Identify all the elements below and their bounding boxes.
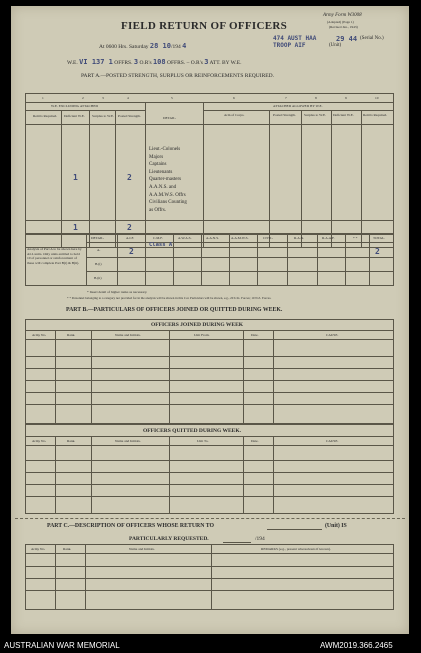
we-excluding-header: W.E. EXCLUDING ATTACHED xyxy=(51,104,99,108)
joined-head-unit: Unit From. xyxy=(194,333,210,337)
part-c-unit-label: (Unit) IS xyxy=(325,523,347,529)
joined-title: OFFICERS JOINED DURING WEEK xyxy=(151,322,244,328)
aif-class-handwritten: Class A xyxy=(149,242,173,248)
form-title: FIELD RETURN OF OFFICERS xyxy=(121,20,288,32)
col-head-deficient: Deficient W.E. xyxy=(64,114,85,118)
col-head-arm: Arm of Corps. xyxy=(224,113,245,117)
col2-handwritten: 1 xyxy=(73,173,78,182)
joined-head-cause: CAUSE. xyxy=(326,333,339,337)
col-number-7: 7 xyxy=(285,96,287,100)
part-a-heading: PART A.—POSTED STRENGTH, SURPLUS OR REINFORCEMENTS REQUIRED. xyxy=(81,73,274,79)
joined-head-name: Name and Initials. xyxy=(115,333,141,337)
quitted-head-date: Date. xyxy=(251,439,259,443)
detail-item: as Offrs. xyxy=(149,207,167,213)
at-label: At xyxy=(99,44,105,50)
analysis-head-total: TOTAL. xyxy=(373,236,386,240)
hours-value: 0600 xyxy=(105,44,117,50)
analysis-head-awas: A.W.A.S. xyxy=(178,236,192,240)
we-line xyxy=(67,58,241,66)
quitted-head-unit: Unit To. xyxy=(197,439,209,443)
col-number-4: 4 xyxy=(127,96,129,100)
col-head-detail: DETAIL. xyxy=(163,116,177,120)
total-value-handwritten: 2 xyxy=(375,247,380,256)
col-number-8: 8 xyxy=(315,96,317,100)
col-number-1: 1 xyxy=(42,96,44,100)
analysis-row-bi: B.(i) xyxy=(95,262,102,266)
we-label: W.E. xyxy=(67,60,78,66)
quitted-head-cause: CAUSE. xyxy=(326,439,339,443)
unit-handwritten-1: 474 AUST HAA xyxy=(273,35,317,42)
we-handwritten: VI 137 1 xyxy=(79,58,113,66)
quitted-head-name: Name and Initials. xyxy=(115,439,141,443)
detail-item: Lieut.-Colonels xyxy=(149,147,181,152)
offrs2-label: OFFRS. xyxy=(167,60,186,66)
part-c-requested: PARTICULARLY REQUESTED. xyxy=(129,536,209,542)
analysis-head-ran: R.A.N. xyxy=(294,236,305,240)
col-number-6: 6 xyxy=(233,96,235,100)
detail-item: Civilians Counting xyxy=(149,200,187,206)
detail-item: A.A.N.S. and xyxy=(149,184,177,190)
year-prefix: /194 xyxy=(170,44,181,50)
total2-handwritten: 1 xyxy=(73,223,78,232)
day-value: Saturday xyxy=(128,44,149,50)
c-head-name: Name and Initials. xyxy=(129,547,155,551)
date-handwritten: 28 10 xyxy=(149,42,171,50)
c-head-rank: Rank. xyxy=(63,547,72,551)
at-line xyxy=(99,42,186,50)
unit-handwritten-2: TROOP AIF xyxy=(273,42,306,49)
detail-item: Quarter-masters xyxy=(149,177,182,183)
c-head-army-no: Army No. xyxy=(31,547,46,551)
analysis-row-bii: B.(ii) xyxy=(94,276,102,280)
quitted-title: OFFICERS QUITTED DURING WEEK. xyxy=(143,428,241,434)
offrs-handwritten: 3 xyxy=(133,58,139,66)
analysis-row-a: A. xyxy=(97,248,101,252)
quitted-table xyxy=(25,424,394,514)
analysis-head-detail: DETAIL. xyxy=(91,236,105,240)
col-number-2: 2 xyxy=(82,96,84,100)
attached-allowed-header: ATTACHED ALLOWED BY W.E. xyxy=(273,104,323,108)
analysis-head-aamws: A.A.M.W.S. xyxy=(231,236,249,240)
part-c-heading: PART C.—DESCRIPTION OF OFFICERS WHOSE RETURN TO xyxy=(47,523,215,529)
aif-value-handwritten: 2 xyxy=(129,247,134,256)
col-number-10: 10 xyxy=(375,96,379,100)
unit-label: (Unit) xyxy=(329,43,342,48)
footnote-2: * * Personnel belonging to a category not provided for in the analysis will be shown in this Col. Particulars will be shown, e.g., 20 U.K. Forces; 10 N.Z. Forces. xyxy=(67,296,272,300)
col-head-reints-2: Rein'ts Required. xyxy=(363,113,388,117)
analysis-head-aans: A.A.N.S. xyxy=(206,236,220,240)
col-head-deficient-2: Deficient W.E. xyxy=(333,113,354,117)
form-number: Army Form W3008 xyxy=(323,13,362,18)
ors-label: O.R's xyxy=(139,60,152,66)
att-label: ATT. BY W.E. xyxy=(209,60,242,66)
footnote-1: * Insert detail of higher ranks as necessary. xyxy=(87,290,148,294)
offrs-label: OFFRS. xyxy=(114,60,133,66)
col-head-posted: Posted Strength. xyxy=(118,114,141,118)
joined-head-army-no: Army No. xyxy=(32,333,47,337)
year-handwritten: 4 xyxy=(182,42,187,50)
analysis-head-other: * * xyxy=(353,236,358,240)
detail-list xyxy=(149,146,187,214)
form-sheet xyxy=(11,6,409,634)
col-number-9: 9 xyxy=(345,96,347,100)
quitted-head-army-no: Army No. xyxy=(32,439,47,443)
col-head-surplus: Surplus to W.E. xyxy=(92,114,114,118)
col4-handwritten: 2 xyxy=(127,173,132,182)
joined-head-date: Date. xyxy=(251,333,259,337)
serial-handwritten: 29 44 xyxy=(336,35,358,43)
joined-head-rank: Rank. xyxy=(67,333,76,337)
part-b-heading: PART B.—PARTICULARS OF OFFICERS JOINED OR QUITTED DURING WEEK. xyxy=(66,307,283,313)
part-c-year: /194 xyxy=(255,536,265,542)
att-handwritten: 3 xyxy=(204,58,209,66)
col-number-5: 5 xyxy=(171,96,173,100)
col-head-posted-2: Posted Strength. xyxy=(273,113,296,117)
ors-handwritten: 108 xyxy=(152,58,166,66)
archive-footer xyxy=(0,637,421,653)
detail-item: Majors xyxy=(149,154,164,160)
hrs-label: Hrs. xyxy=(118,44,128,50)
serial-label: (Serial No.) xyxy=(360,36,384,41)
ors2-label: O.R's xyxy=(190,60,203,66)
footer-institution: AUSTRALIAN WAR MEMORIAL xyxy=(4,641,120,650)
analysis-head-civil: CIVIL. xyxy=(263,236,274,240)
analysis-head-aif: A.I.F. xyxy=(126,236,134,240)
col-number-3: 3 xyxy=(102,96,104,100)
analysis-head-raaf: R.A.A.F. xyxy=(322,236,335,240)
analysis-note: Analysis of Part A to be shown here by ALL units. Only units entitled to hold 10 of personnel or reinforcement of these will complete Part B(i) & B(ii). xyxy=(27,247,82,265)
form-revised: (Revised Jan., 1943) xyxy=(329,25,358,29)
col-head-surplus-2: Surplus to W.E. xyxy=(304,113,326,117)
quitted-head-rank: Rank. xyxy=(67,439,76,443)
dash-value: – xyxy=(186,60,190,66)
footer-accession-number: AWM2019.366.2465 xyxy=(320,641,393,650)
analysis-head-cmf: C.M.F. xyxy=(153,236,163,240)
detail-item: Captains xyxy=(149,162,167,168)
detail-item: A.A.M.W.S. Offrs xyxy=(149,192,186,198)
detail-item: Lieutenants xyxy=(149,169,173,175)
form-adapted: (Adapted) (Page 1) xyxy=(327,20,354,24)
total4-handwritten: 2 xyxy=(127,223,132,232)
c-head-remarks: REMARKS (e.g., present whereabouts if known). xyxy=(261,547,331,551)
col-head-reints: Rein'ts Required. xyxy=(33,114,58,118)
